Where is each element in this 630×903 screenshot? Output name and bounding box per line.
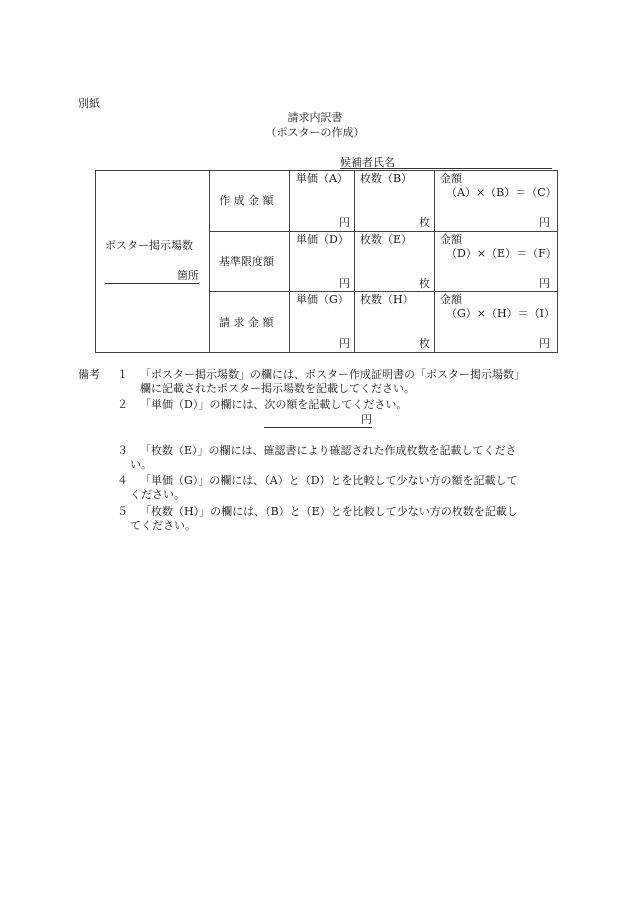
note-number: １ (117, 368, 128, 381)
count-h-header: 枚数（H） (360, 293, 414, 306)
note-text-line: 「単価（G）」の欄には、（A）と（D）とを比較して少ない方の額を記載して (140, 474, 518, 487)
count-unit: 枚 (419, 337, 430, 350)
note-number: ２ (117, 398, 128, 411)
breakdown-table (95, 170, 558, 353)
count-h-cell[interactable] (356, 338, 430, 350)
yen-unit: 円 (339, 216, 350, 229)
amount-i-cell[interactable] (436, 338, 550, 350)
amount-c-cell[interactable] (436, 217, 550, 229)
formula-i: （G）×（H）＝（I） (446, 307, 555, 320)
count-b-header: 枚数（B） (360, 172, 413, 185)
note-text-line: てください。 (130, 519, 196, 532)
note-text-line: 「ポスター掲示場数」の欄には、ポスター作成証明書の「ポスター掲示場数」 (140, 368, 525, 381)
amount-f-cell[interactable] (436, 278, 550, 290)
yen-unit: 円 (539, 216, 550, 229)
yen-unit: 円 (339, 277, 350, 290)
amount-c-header: 金額 (440, 172, 462, 185)
unit-price-d-header: 単価（D） (296, 233, 349, 246)
note-number: ４ (117, 474, 128, 487)
attachment-label: 別紙 (78, 97, 100, 110)
yen-unit: 円 (539, 337, 550, 350)
amount-i-header: 金額 (440, 293, 462, 306)
note-text-line: 「単価（D）」の欄には、次の額を記載してください。 (140, 398, 408, 411)
document-subtitle: （ポスターの作成） (265, 126, 365, 139)
yen-unit: 円 (539, 277, 550, 290)
yen-unit: 円 (361, 413, 372, 426)
formula-f: （D）×（E）＝（F） (446, 247, 557, 260)
unit-price-d-amount-field[interactable] (264, 413, 372, 428)
count-e-header: 枚数（E） (360, 233, 413, 246)
count-unit: 枚 (419, 216, 430, 229)
poster-site-count-input[interactable] (105, 270, 199, 284)
poster-site-unit: 箇所 (177, 269, 199, 282)
note-text-line: 「枚数（E）」の欄には、確認書により確認された作成枚数を記載してくださ (140, 444, 517, 457)
row-label-standard-limit: 基準限度額 (219, 255, 274, 268)
note-text-line: ください。 (130, 488, 185, 501)
formula-c: （A）×（B）＝（C） (446, 186, 557, 199)
candidate-name-label: 候補者氏名 (340, 156, 395, 169)
candidate-name-field[interactable] (340, 154, 552, 169)
row-label-creation-amount: 作 成 金 額 (219, 194, 274, 207)
note-number: ５ (117, 505, 128, 518)
poster-site-count-header: ポスター掲示場数 (105, 239, 193, 252)
notes-heading: 備考 (78, 368, 100, 381)
unit-price-d-cell[interactable] (291, 278, 350, 290)
note-text-line: い。 (130, 458, 152, 471)
amount-f-header: 金額 (440, 233, 462, 246)
count-unit: 枚 (419, 277, 430, 290)
count-e-cell[interactable] (356, 278, 430, 290)
count-b-cell[interactable] (356, 217, 430, 229)
row-label-claim-amount: 請 求 金 額 (219, 316, 274, 329)
unit-price-g-cell[interactable] (291, 338, 350, 350)
note-text-line: 欄に記載されたポスター掲示場数を記載してください。 (140, 382, 415, 395)
document-title: 請求内訳書 (287, 111, 343, 124)
unit-price-g-header: 単価（G） (296, 293, 349, 306)
unit-price-a-cell[interactable] (291, 217, 350, 229)
unit-price-a-header: 単価（A） (296, 172, 348, 185)
yen-unit: 円 (339, 337, 350, 350)
note-number: ３ (117, 444, 128, 457)
note-text-line: 「枚数（H）」の欄には、（B）と（E）とを比較して少ない方の枚数を記載し (140, 505, 518, 518)
